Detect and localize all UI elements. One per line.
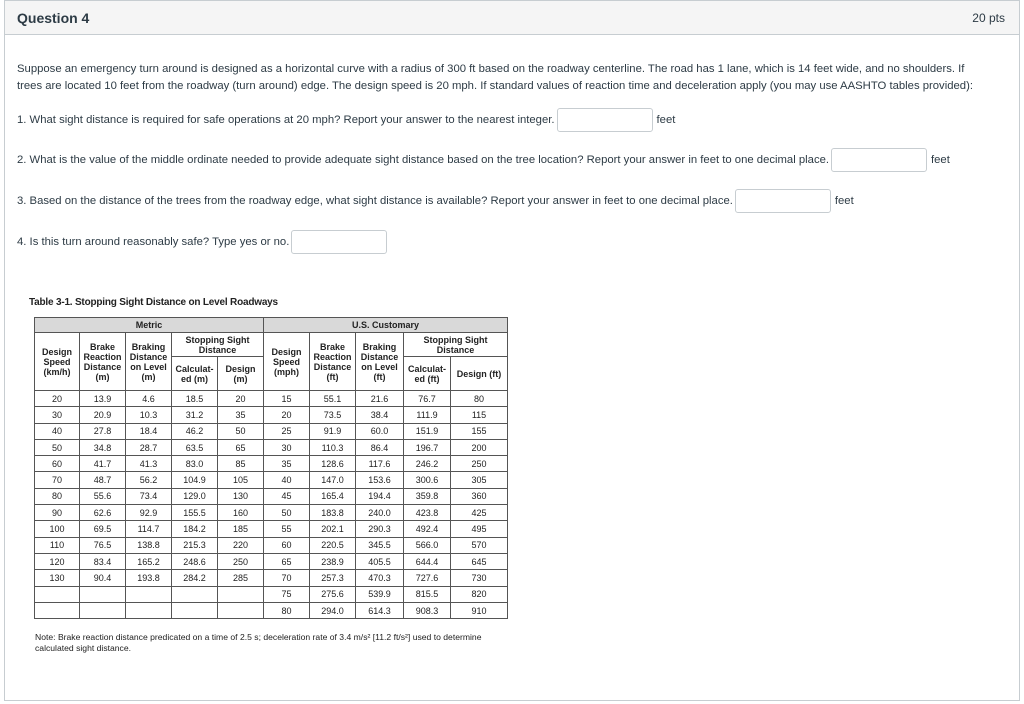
table-cell: 128.6 [310, 456, 356, 472]
header-metric-calculated: Calculat-ed (m) [172, 357, 218, 391]
table-cell: 21.6 [356, 391, 404, 407]
table-cell: 55.1 [310, 391, 356, 407]
table-cell: 495 [451, 521, 508, 537]
part-1-answer-input[interactable] [557, 108, 653, 132]
table-cell: 20.9 [80, 407, 126, 423]
part-2-unit: feet [931, 154, 950, 166]
part-4 [17, 230, 389, 254]
question-card [4, 0, 1020, 701]
table-cell: 820 [451, 586, 508, 602]
table-cell: 165.4 [310, 488, 356, 504]
table-cell: 614.3 [356, 602, 404, 618]
table-cell: 114.7 [126, 521, 172, 537]
table-cell: 35 [218, 407, 264, 423]
table-cell [35, 602, 80, 618]
stopping-sight-distance-table [34, 317, 508, 619]
table-row [35, 521, 508, 537]
table-cell: 60.0 [356, 423, 404, 439]
table-cell: 20 [35, 391, 80, 407]
table-cell: 290.3 [356, 521, 404, 537]
question-points: 20 pts [972, 10, 1005, 25]
table-cell: 196.7 [404, 439, 451, 455]
table-row [35, 505, 508, 521]
table-cell: 194.4 [356, 488, 404, 504]
table-cell: 727.6 [404, 570, 451, 586]
table-cell: 405.5 [356, 553, 404, 569]
table-cell: 55.6 [80, 488, 126, 504]
group-metric: Metric [35, 318, 264, 333]
table-cell: 305 [451, 472, 508, 488]
table-cell: 20 [264, 407, 310, 423]
table-cell: 570 [451, 537, 508, 553]
table-row [35, 472, 508, 488]
table-body [35, 391, 508, 619]
table-cell: 86.4 [356, 439, 404, 455]
table-cell: 155 [451, 423, 508, 439]
table-cell: 908.3 [404, 602, 451, 618]
table-cell: 644.4 [404, 553, 451, 569]
table-cell: 4.6 [126, 391, 172, 407]
part-2-answer-input[interactable] [831, 148, 927, 172]
table-cell: 38.4 [356, 407, 404, 423]
table-cell: 130 [35, 570, 80, 586]
part-1 [17, 108, 675, 132]
table-cell: 83.0 [172, 456, 218, 472]
table-cell: 80 [264, 602, 310, 618]
table-cell: 91.9 [310, 423, 356, 439]
table-note [35, 632, 505, 654]
table-cell: 250 [218, 553, 264, 569]
header-us-design: Design (ft) [451, 357, 508, 391]
table-cell: 65 [264, 553, 310, 569]
header-metric-design: Design (m) [218, 357, 264, 391]
table-cell: 60 [264, 537, 310, 553]
table-cell: 910 [451, 602, 508, 618]
table-cell: 566.0 [404, 537, 451, 553]
table-cell: 470.3 [356, 570, 404, 586]
table-cell: 184.2 [172, 521, 218, 537]
table-row [35, 537, 508, 553]
table-cell: 360 [451, 488, 508, 504]
table-cell: 104.9 [172, 472, 218, 488]
table-cell: 69.5 [80, 521, 126, 537]
table-cell: 90.4 [80, 570, 126, 586]
table-cell: 27.8 [80, 423, 126, 439]
table-cell: 284.2 [172, 570, 218, 586]
table-cell: 359.8 [404, 488, 451, 504]
table-cell: 110 [35, 537, 80, 553]
header-us-design-speed: Design Speed (mph) [264, 333, 310, 391]
question-header [5, 1, 1019, 35]
part-1-unit: feet [656, 114, 676, 126]
table-cell: 50 [264, 505, 310, 521]
table-cell: 56.2 [126, 472, 172, 488]
table-cell [126, 602, 172, 618]
table-cell: 28.7 [126, 439, 172, 455]
header-us-ssd: Stopping Sight Distance [404, 333, 508, 357]
table-cell: 70 [264, 570, 310, 586]
table-cell: 120 [35, 553, 80, 569]
table-cell: 63.5 [172, 439, 218, 455]
table-cell: 111.9 [404, 407, 451, 423]
header-metric-brake-reaction: Brake Reaction Distance (m) [80, 333, 126, 391]
part-4-answer-input[interactable] [291, 230, 387, 254]
table-cell: 294.0 [310, 602, 356, 618]
table-cell [172, 602, 218, 618]
part-3-text: 3. Based on the distance of the trees from the roadway edge, what sight distance is available? Report your answer in feet to one decimal place. [17, 195, 733, 207]
table-cell: 50 [218, 423, 264, 439]
table-cell: 345.5 [356, 537, 404, 553]
part-3-unit: feet [834, 195, 854, 207]
part-1-text: 1. What sight distance is required for safe operations at 20 mph? Report your answer to the nearest integer. [17, 114, 555, 126]
note-label: Note: [35, 632, 56, 642]
table-cell: 115 [451, 407, 508, 423]
table-row [35, 553, 508, 569]
table-cell [218, 602, 264, 618]
header-us-brake-reaction: Brake Reaction Distance (ft) [310, 333, 356, 391]
table-cell: 815.5 [404, 586, 451, 602]
table-row [35, 423, 508, 439]
table-cell: 35 [264, 456, 310, 472]
table-cell: 41.3 [126, 456, 172, 472]
table-cell: 425 [451, 505, 508, 521]
table-cell: 129.0 [172, 488, 218, 504]
table-cell: 645 [451, 553, 508, 569]
table-cell: 83.4 [80, 553, 126, 569]
header-metric-ssd: Stopping Sight Distance [172, 333, 264, 357]
table-cell: 539.9 [356, 586, 404, 602]
table-cell: 220.5 [310, 537, 356, 553]
table-cell: 183.8 [310, 505, 356, 521]
note-text: Brake reaction distance predicated on a time of 2.5 s; deceleration rate of 3.4 m/s² [11.2 ft/s²] used to determine calculated sight distance. [35, 632, 482, 653]
header-us-calculated: Calculat-ed (ft) [404, 357, 451, 391]
table-title: Table 3-1. Stopping Sight Distance on Level Roadways [29, 297, 278, 308]
table-cell: 185 [218, 521, 264, 537]
table-cell: 257.3 [310, 570, 356, 586]
table-cell: 147.0 [310, 472, 356, 488]
table-cell [80, 586, 126, 602]
table-cell: 155.5 [172, 505, 218, 521]
table-cell: 30 [264, 439, 310, 455]
part-2-text: 2. What is the value of the middle ordinate needed to provide adequate sight distance based on the tree location? Report your answer in feet to one decimal place. [17, 154, 830, 166]
question-body [5, 35, 1019, 95]
table-cell: 62.6 [80, 505, 126, 521]
table-cell: 300.6 [404, 472, 451, 488]
table-row [35, 586, 508, 602]
header-metric-braking: Braking Distance on Level (m) [126, 333, 172, 391]
table-cell: 202.1 [310, 521, 356, 537]
table-cell: 15 [264, 391, 310, 407]
table-cell: 153.6 [356, 472, 404, 488]
question-title: Question 4 [17, 9, 90, 26]
table-cell: 423.8 [404, 505, 451, 521]
table-cell [218, 586, 264, 602]
table-row [35, 488, 508, 504]
table-cell: 492.4 [404, 521, 451, 537]
table-cell: 117.6 [356, 456, 404, 472]
table-cell: 246.2 [404, 456, 451, 472]
table-cell: 165.2 [126, 553, 172, 569]
table-cell: 60 [35, 456, 80, 472]
table-cell: 105 [218, 472, 264, 488]
table-cell: 151.9 [404, 423, 451, 439]
table-row [35, 456, 508, 472]
table-cell: 215.3 [172, 537, 218, 553]
table-cell: 80 [35, 488, 80, 504]
table-cell: 285 [218, 570, 264, 586]
table-cell [35, 586, 80, 602]
table-cell: 730 [451, 570, 508, 586]
table-cell: 200 [451, 439, 508, 455]
table-cell: 40 [264, 472, 310, 488]
table-cell: 48.7 [80, 472, 126, 488]
table-cell: 70 [35, 472, 80, 488]
table-cell: 50 [35, 439, 80, 455]
table-cell: 240.0 [356, 505, 404, 521]
table-cell: 46.2 [172, 423, 218, 439]
table-cell: 40 [35, 423, 80, 439]
table-cell [126, 586, 172, 602]
table-cell: 110.3 [310, 439, 356, 455]
table-cell: 193.8 [126, 570, 172, 586]
table-cell: 65 [218, 439, 264, 455]
table-cell: 30 [35, 407, 80, 423]
table-cell: 55 [264, 521, 310, 537]
table-cell: 85 [218, 456, 264, 472]
table-cell: 73.5 [310, 407, 356, 423]
table-cell: 92.9 [126, 505, 172, 521]
table-cell: 73.4 [126, 488, 172, 504]
part-2 [17, 148, 950, 172]
table-cell: 18.5 [172, 391, 218, 407]
header-metric-design-speed: Design Speed (km/h) [35, 333, 80, 391]
table-cell: 76.5 [80, 537, 126, 553]
table-row [35, 439, 508, 455]
part-4-text: 4. Is this turn around reasonably safe? Type yes or no. [17, 236, 290, 248]
table-cell: 220 [218, 537, 264, 553]
table-cell: 25 [264, 423, 310, 439]
table-row [35, 391, 508, 407]
table-cell: 41.7 [80, 456, 126, 472]
table-cell: 18.4 [126, 423, 172, 439]
table-cell: 20 [218, 391, 264, 407]
table-cell [80, 602, 126, 618]
table-cell: 100 [35, 521, 80, 537]
table-cell: 275.6 [310, 586, 356, 602]
question-intro: Suppose an emergency turn around is designed as a horizontal curve with a radius of 300 ft based on the roadway centerline. The road has 1 lane, which is 14 feet wide, and no shoulders. If trees are located 10 feet from the roadway (turn around) edge. The design speed is 20 mph. If standard values of reaction time and deceleration apply (you may use AASHTO tables provided): [17, 63, 973, 92]
part-3-answer-input[interactable] [735, 189, 831, 213]
table-row [35, 407, 508, 423]
table-cell: 45 [264, 488, 310, 504]
table-cell [172, 586, 218, 602]
table-cell: 31.2 [172, 407, 218, 423]
table-cell: 90 [35, 505, 80, 521]
table-row [35, 570, 508, 586]
group-us-customary: U.S. Customary [264, 318, 508, 333]
table-row [35, 602, 508, 618]
table-cell: 248.6 [172, 553, 218, 569]
table-cell: 76.7 [404, 391, 451, 407]
table-cell: 250 [451, 456, 508, 472]
table-cell: 13.9 [80, 391, 126, 407]
part-3 [17, 189, 854, 213]
table-cell: 160 [218, 505, 264, 521]
table-cell: 80 [451, 391, 508, 407]
table-cell: 130 [218, 488, 264, 504]
table-cell: 75 [264, 586, 310, 602]
table-cell: 138.8 [126, 537, 172, 553]
table-cell: 238.9 [310, 553, 356, 569]
header-us-braking: Braking Distance on Level (ft) [356, 333, 404, 391]
table-cell: 10.3 [126, 407, 172, 423]
table-cell: 34.8 [80, 439, 126, 455]
